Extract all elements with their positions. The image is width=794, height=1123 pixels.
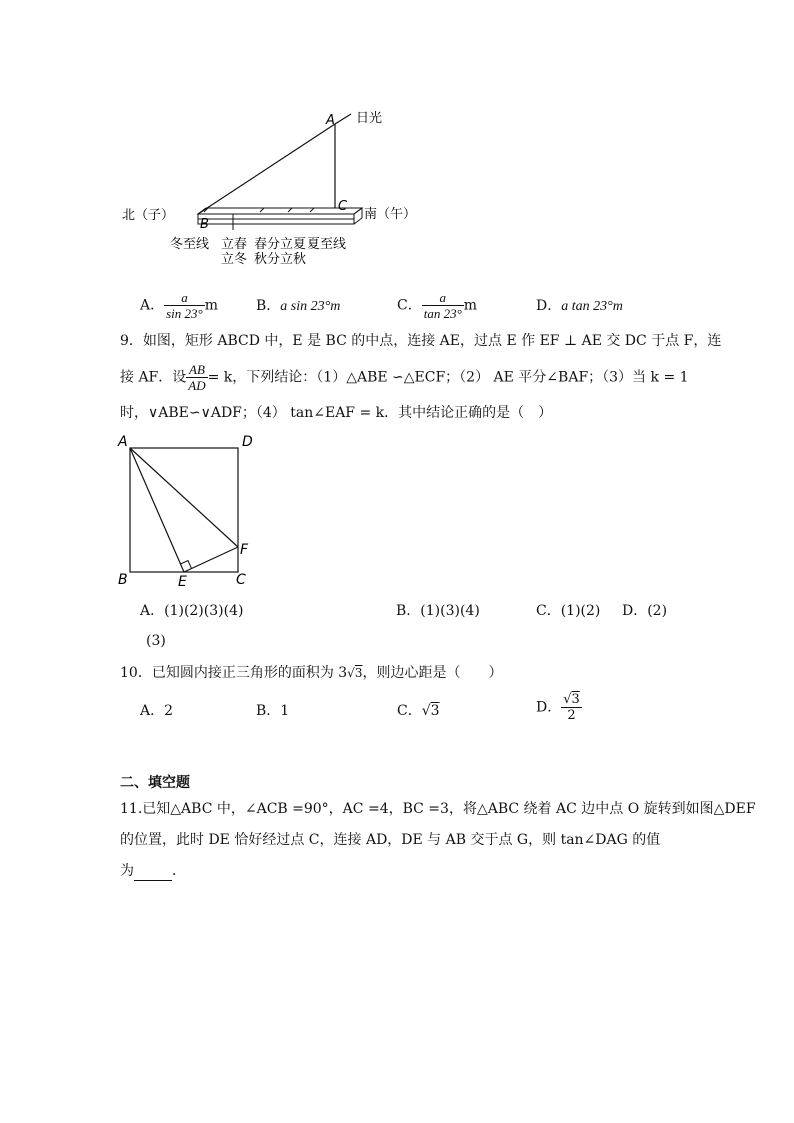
summer-solstice-label: 夏至线 — [307, 237, 347, 252]
chunfen-label: 春分 — [254, 237, 281, 252]
fig-label-b: B — [118, 572, 128, 588]
qiufen-label: 秋分 — [254, 252, 281, 267]
lixia-label: 立夏 — [280, 237, 307, 252]
q9-option-b: B．(1)(3)(4) — [396, 603, 480, 619]
sunlight-label: 日光 — [356, 111, 383, 126]
lichun-label: 立春 — [221, 237, 248, 252]
q8-option-c: C． $\frac{a}{\tan 23^\circ}$ m — [397, 290, 478, 321]
fig-label-a: A — [118, 434, 128, 450]
label-A: A — [326, 113, 335, 128]
fig-label-d: D — [242, 434, 253, 450]
q9-line1: 9．如图，矩形 ABCD 中，E 是 BC 的中点，连接 AE，过点 E 作 EF ⊥ AE 交 DC 于点 F，连 — [120, 333, 722, 349]
q11-line1: 11.已知△ABC 中，∠ACB =90°，AC =4，BC =3，将△ABC 绕着 AC 边中点 O 旋转到如图△DEF — [120, 801, 756, 817]
q9-option-d: D．(2) — [622, 603, 668, 619]
q9-line3: 时，∨ABE∽∨ADF；（4） tan∠EAF = k．其中结论正确的是（ ） — [120, 405, 553, 421]
sqrt-symbol: √ — [421, 703, 431, 719]
sun-ray — [198, 124, 335, 214]
answer-blank[interactable] — [134, 866, 172, 881]
fig-label-e: E — [178, 574, 187, 590]
q8-option-a: A． $\frac{a}{\sin 23^\circ}$ m — [140, 290, 219, 321]
q8-option-d: D．a tan 23°m — [536, 298, 623, 314]
sundial-figure — [118, 100, 418, 275]
sqrt-symbol: √ — [563, 692, 572, 707]
q10-option-b: B．1 — [256, 703, 290, 719]
liqiu-label: 立秋 — [280, 252, 307, 267]
segment-ae — [130, 448, 184, 572]
q11-line3: 为 ． — [120, 863, 186, 879]
north-label: 北（子） — [122, 208, 175, 223]
south-label: 南（午） — [364, 207, 417, 222]
label-C: C — [338, 199, 348, 214]
rectangle-abcd — [130, 448, 238, 572]
q9-option-c: C．(1)(2) — [536, 603, 601, 619]
q10-stem: 10．已知圆内接正三角形的面积为 3√3，则边心距是（ ） — [120, 665, 503, 681]
fig-label-f: F — [240, 542, 249, 558]
segment-ef — [184, 547, 238, 572]
lidong-label: 立冬 — [221, 252, 248, 267]
rectangle-figure — [116, 430, 266, 590]
segment-af — [130, 448, 238, 547]
q10-option-a: A．2 — [140, 703, 174, 719]
q9-option-a: A．(1)(2)(3)(4) — [140, 603, 244, 619]
sqrt-symbol: √ — [347, 666, 355, 680]
fig-label-c: C — [236, 572, 246, 588]
q11-line2: 的位置，此时 DE 恰好经过点 C，连接 AD，DE 与 AB 交于点 G，则 tan∠DAG 的值 — [120, 832, 661, 848]
label-B: B — [200, 217, 209, 232]
section-title: 二、填空题 — [120, 775, 190, 791]
q10-option-c: C．√3 — [397, 703, 440, 719]
q9-line2: 接 AF．设 $\frac{AB}{AD}$ = k，下列结论：（1）△ABE ∽△ECF；（2） AE 平分∠BAF；（3）当 k = 1 — [120, 362, 689, 393]
winter-solstice-label: 冬至线 — [170, 237, 210, 252]
q9-option-d-cont: (3) — [146, 633, 166, 649]
q8-option-b: B．a sin 23°m — [256, 298, 341, 314]
q10-option-d: D． $\frac{√3}{2}$ — [536, 692, 580, 723]
